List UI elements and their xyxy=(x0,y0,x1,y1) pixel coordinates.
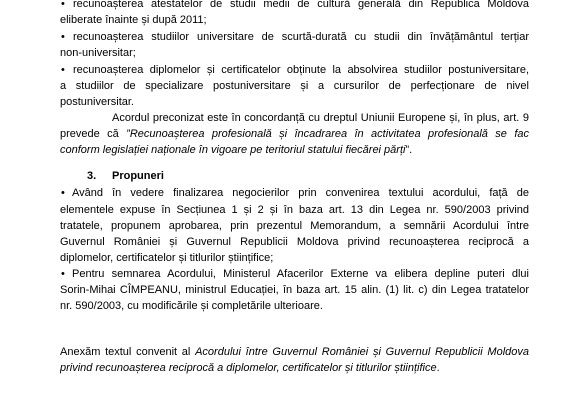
text-line: Guvernul României și Guvernul Republicii Moldova privind recunoașterea reciprocă a xyxy=(60,236,529,248)
section-number: 3. xyxy=(87,170,97,182)
text-segment: Anexăm textul convenit al xyxy=(60,346,196,358)
text-line: nr. 590/2003, cu modificările și completările ulterioare. xyxy=(60,300,323,312)
agreement-title: privind recunoașterea reciprocă a diplomelor, certificatelor și titlurilor științifice xyxy=(60,362,437,374)
text-line: diplomelor, certificatelor și titlurilor științifice; xyxy=(60,252,274,264)
text-line xyxy=(60,360,529,376)
text-line xyxy=(60,344,529,360)
text-line: elementele expuse în Secțiunea 1 și 2 și în baza art. 13 din Legea nr. 590/2003 privind xyxy=(60,204,529,216)
text-line: recunoașterea studiilor universitare de scurtă-durată cu studii din învățământul terțiar xyxy=(73,31,529,43)
text-line: Pentru semnarea Acordului, Ministerul Afacerilor Externe va elibera depline puteri dlui xyxy=(72,268,529,280)
text-line: Sorin-Mihai CÎMPEANU, ministrul Educației, în baza art. 15 alin. (1) lit. c) din Legea tratatelor xyxy=(60,284,529,296)
bullet-glyph: • xyxy=(61,0,65,10)
text-line: non-universitar; xyxy=(60,47,136,59)
text-line: eliberate înainte și după 2011; xyxy=(60,14,207,26)
bullet-glyph: • xyxy=(61,187,65,199)
text-line: postuniversitar. xyxy=(60,96,134,108)
text-line: tratatele, propunem aprobarea, prin prezentul Memorandum, a semnării Acordului între xyxy=(60,220,529,232)
list-item xyxy=(60,62,529,78)
list-item xyxy=(60,185,529,201)
agreement-title: Acordului între Guvernul României și Guvernul Republicii Moldova xyxy=(195,346,529,358)
bullet-glyph: • xyxy=(61,268,65,280)
section-title: Propuneri xyxy=(112,170,164,182)
text-segment: . xyxy=(436,362,440,374)
list-item xyxy=(60,29,529,45)
text-segment: prevede că xyxy=(60,128,127,140)
bullet-glyph: • xyxy=(61,31,65,43)
list-item xyxy=(60,266,529,282)
text-line: Acordul preconizat este în concordanță cu dreptul Uniunii Europene și, în plus, art. 9 xyxy=(112,112,529,124)
text-line xyxy=(60,142,529,158)
quoted-article-text: ”Recunoașterea profesională și încadrarea în activitatea profesională se fac xyxy=(126,128,529,140)
text-line: a studiilor de specializare postuniversitare și a cursurilor de perfecționare de nivel xyxy=(60,80,529,92)
text-segment: ”. xyxy=(405,144,413,156)
list-item xyxy=(60,0,529,12)
text-line: Având în vedere finalizarea negocierilor prin convenirea textului acordului, față de xyxy=(72,187,529,199)
text-line: recunoașterea atestatelor de studii medii de cultură generală din Republica Moldova xyxy=(73,0,529,10)
quoted-article-text: conform legislației naționale în vigoare pe teritoriul statului fiecărei părți xyxy=(60,144,406,156)
bullet-glyph: • xyxy=(61,64,65,76)
text-line: recunoașterea diplomelor și certificatelor obținute la absolvirea studiilor postuniversitare, xyxy=(73,64,529,76)
text-line xyxy=(60,126,529,142)
